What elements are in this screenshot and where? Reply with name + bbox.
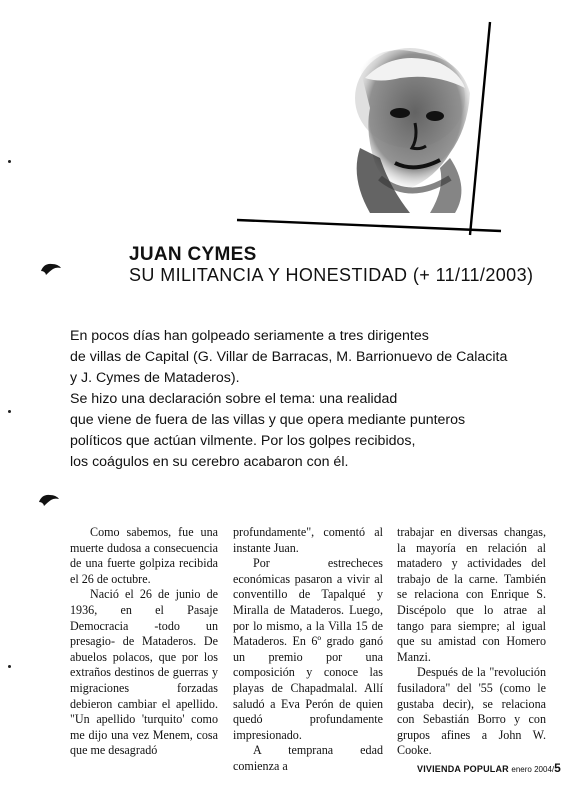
intro-paragraph	[70, 326, 540, 473]
body-paragraph: profundamente", comentó al instante Juan.	[233, 525, 383, 555]
page-number: 5	[554, 761, 561, 775]
bird-ornament-icon	[38, 493, 60, 507]
article-subtitle: SU MILITANCIA Y HONESTIDAD (+ 11/11/2003)	[129, 265, 534, 285]
intro-line: En pocos días han golpeado seriamente a tres dirigentes	[70, 328, 429, 344]
intro-line: los coágulos en su cerebro acabaron con él.	[70, 454, 349, 470]
bird-ornament-icon	[40, 262, 62, 276]
intro-line: de villas de Capital (G. Villar de Barracas, M. Barrionuevo de Calacita	[70, 349, 508, 365]
portrait-photo	[340, 38, 490, 218]
body-paragraph: A temprana edad comienza a	[233, 743, 383, 773]
intro-line: Se hizo una declaración sobre el tema: una realidad	[70, 391, 398, 407]
body-paragraph: trabajar en diversas changas, la mayoría en relación al matadero y actividades del trabajo de la carne. También se relaciona con Enrique S. Discépolo que lo atrae al tango para siempre; al igual que su amistad con Homero Manzi.	[397, 525, 546, 664]
page-footer	[417, 761, 561, 775]
body-paragraph: Por estrecheces económicas pasaron a vivir al conventillo de Tapalqué y Miralla de Mataderos. Luego, por lo mismo, a la Villa 15 de Mataderos. En 6º grado ganó un premio por una composición y conoce las playas de Chapadmalal. Allí saludó a Eva Perón de quien quedó profundamente impresionado.	[233, 556, 383, 742]
article-title: JUAN CYMES	[129, 244, 257, 265]
intro-line: políticos que actúan vilmente. Por los golpes recibidos,	[70, 433, 416, 449]
body-column-2	[233, 525, 383, 775]
margin-dot	[8, 665, 11, 668]
publication-name: VIVIENDA POPULAR	[417, 764, 509, 774]
intro-line: que viene de fuera de las villas y que opera mediante punteros	[70, 412, 466, 428]
intro-line: y J. Cymes de Mataderos).	[70, 370, 240, 386]
body-column-1	[70, 525, 218, 759]
issue-date: enero 2004/	[511, 765, 555, 774]
body-paragraph: Nació el 26 de junio de 1936, en el Pasaje Democracia -todo un presagio- de Mataderos. De abuelos polacos, que por los extraños destinos de guerras y migraciones forzadas debieron cambiar el apellido. "Un apellido 'turquito' como me dijo una vez Menem, cosa que me desagradó	[70, 587, 218, 758]
margin-dot	[8, 160, 11, 163]
body-paragraph: Como sabemos, fue una muerte dudosa a consecuencia de una fuerte golpiza recibida el 26 de octubre.	[70, 525, 218, 586]
body-column-3	[397, 525, 546, 759]
margin-dot	[8, 410, 11, 413]
body-paragraph: Después de la "revolución fusiladora" del '55 (como le gustaba decir), se relaciona con Sebastián Borro y con grupos afines a John W. Cooke.	[397, 665, 546, 758]
